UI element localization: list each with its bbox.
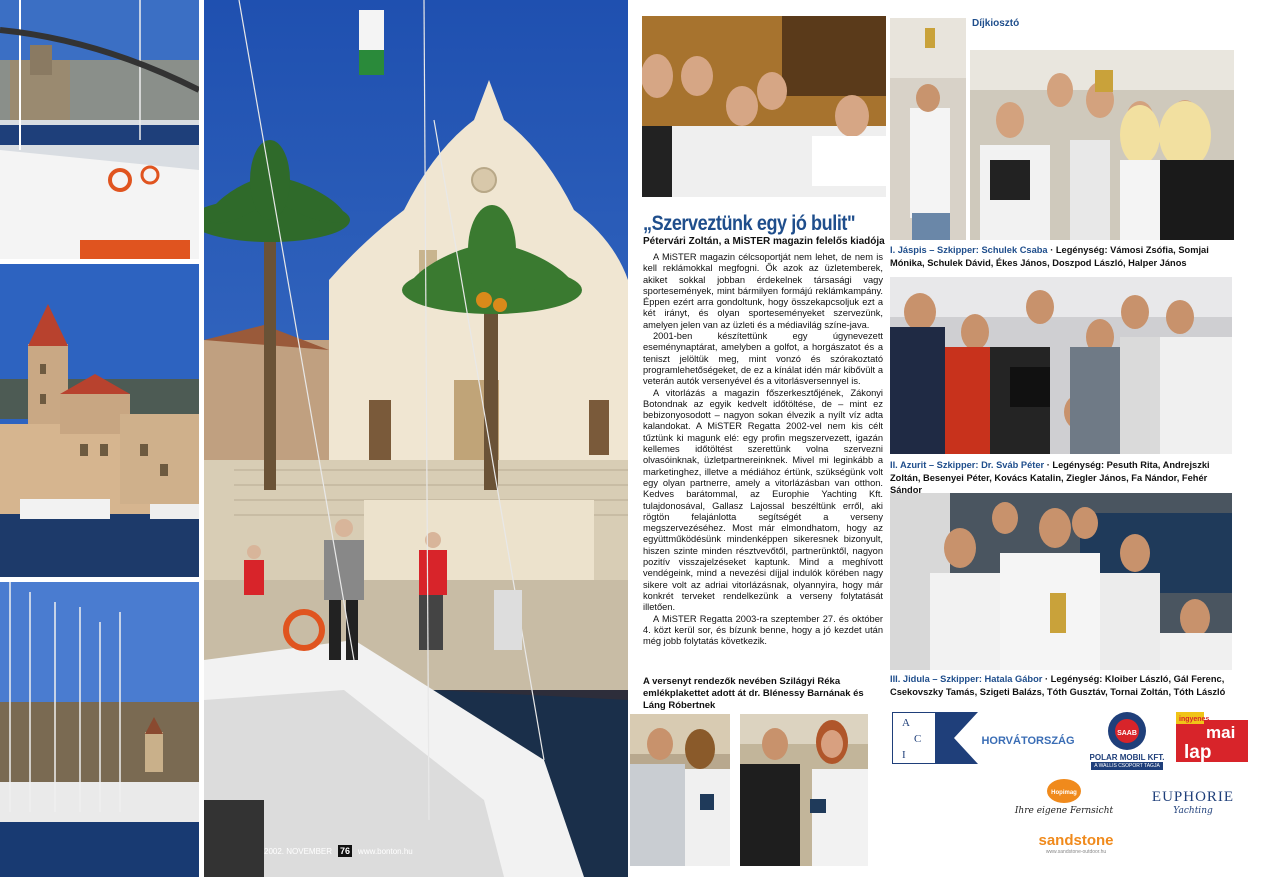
horvatorszag-logo: HORVÁTORSZÁG: [981, 735, 1075, 747]
article-headline: „Szerveztünk egy jó bulit": [643, 212, 856, 235]
svg-text:ingyenes: ingyenes: [1179, 716, 1210, 723]
article-subhead: Pétervári Zoltán, a MiSTER magazin felelős kiadója: [643, 236, 885, 247]
aci-logo: [892, 712, 978, 764]
crew-caption-lead: III. Jidula – Szkipper: Hatala Gábor: [890, 674, 1043, 684]
sandstone-url: www.sandstone-outdoor.hu: [1045, 848, 1107, 855]
article-body: [643, 252, 883, 647]
photo-plaque-handover-2: [740, 714, 868, 866]
article-paragraph: A MiSTER magazin célcsoportját nem lehet, de nem is kell reklámokkal megfogni. Ők azok az üzletemberek, akiket sokkal jobban érdekelnek társasági vagy sportesemények, mint bármilyen formájú reklámkampány. Éppen ezért arra gondoltunk, hogy összekapcsoljuk ezt a két irányt, és olyan sporteseményeket szervezünk, amelyen jelen van az üzleti és a médiavilág színe-java.: [643, 252, 883, 330]
article-paragraph: A vitorlázás a magazin főszerkesztőjének, Zákonyi Botondnak az egyik kedvelt időtöltése, de – mint ez bebizonyosodott – nagyon sokan élvezik a nyílt víz adta kalandokat. A MiSTER Regatta 2002-vel nem kis célt tűztünk ki magunk elé: egy profin megszervezett, igazán kellemes időtöltést szerettünk volna szervezni olvasóinknak, üzletpartnereinknek. Mivel mi leginkább a marketinghez, illetve a médiához értünk, szükségünk volt egy olyan partnerre, amely a vitorlázásban van otthon. Kedves barátommal, az Europhie Yachting Kft. tulajdonosával, Gallasz Lajossal beszéltünk erről, aki rögtön felajánlotta segítségét a verseny megszervezéséhez. Most már elmondhatom, hogy az együttműködésünk mindenképpen sikeresnek bizonyult, hiszen szinte minden résztvevőtől, partnerünktől, nagyon pozitív visszajelzéseket kaptunk. Mind a meghívott vendégeink, mind a nevezési díjjal indulók körében nagy sikere volt az adriai vitorlázásnak, olyannyira, hogy már konkrét terveket rendelkezünk a verseny folytatását illetően.: [643, 387, 883, 613]
crew-caption-members: · Legénység: Pesuth Rita, Andrejszki Zoltán, Besenyei Péter, Kovács Katalin, Ziegler János, Fa Nándor, Fehér Sándor: [890, 460, 1210, 495]
crew-caption-members: · Legénység: Vámosi Zsófia, Somjai Mónika, Schulek Dávid, Ékes János, Doszpod László, Halper János: [890, 245, 1209, 268]
photo-church-yacht: [204, 0, 628, 877]
page-number: 76: [340, 846, 351, 856]
svg-text:Hopimag: Hopimag: [1051, 790, 1077, 796]
mai-lap-logo: [1176, 712, 1248, 762]
crew-caption-jidula: [890, 673, 1234, 698]
polar-mobil-tagline: A WALLIS CSOPORT TAGJA: [1091, 762, 1163, 770]
footer-date: 2002. NOVEMBER: [264, 846, 333, 856]
article-paragraph: 2001-ben készítettünk egy úgynevezett eseménynaptárat, amelyben a golfot, a horgászatot és a teniszt jelöltük meg, mint vonzó és szórakoztató programlehetőségeket, de ez a kínálat idén már kibővült a veterán autók versenyével és a vitorlásversennyel is.: [643, 331, 883, 387]
sandstone-logo: [1010, 826, 1142, 860]
photo-crew-jidula: [890, 493, 1232, 670]
sandstone-name: sandstone: [1038, 831, 1114, 849]
hopimag-script: Ihre eigene Fernsicht: [1014, 806, 1114, 816]
photo-caption: A versenyt rendezők nevében Szilágyi Réka emlékplakettet adott át dr. Blénessy Barnának és Láng Róbertnek: [643, 676, 864, 711]
crew-caption-jaspis: [890, 244, 1234, 269]
saab-emblem-icon: [1107, 711, 1147, 751]
photo-winners-jaspis: [970, 50, 1234, 240]
svg-text:SAAB: SAAB: [1117, 729, 1137, 737]
svg-text:lap: lap: [1184, 742, 1212, 762]
photo-harbour-fortress: [0, 0, 199, 259]
euphorie-yachting-logo: [1134, 780, 1252, 824]
photo-town-tower: [0, 264, 199, 577]
crew-caption-members: · Legénység: Kloiber László, Gál Ferenc, Csekovszky Tamás, Szigeti Balázs, Tóth Gusztáv, Tornai Zoltán, Tóth László: [890, 674, 1226, 697]
polar-mobil-name: POLAR MOBIL KFT.: [1089, 752, 1165, 762]
euphorie-subtitle: Yachting: [1173, 805, 1213, 816]
svg-text:C: C: [914, 733, 922, 745]
crew-caption-lead: II. Azurit – Szkipper: Dr. Sváb Péter: [890, 460, 1045, 470]
saab-polar-mobil-logo: [1082, 706, 1172, 774]
hopimag-logo: [1014, 772, 1114, 822]
photo-trophy-raise: [890, 18, 966, 240]
svg-text:A: A: [902, 717, 910, 729]
photo-plaque-handover-1: [630, 714, 730, 866]
svg-text:I: I: [902, 749, 906, 761]
svg-text:mai: mai: [1206, 723, 1236, 742]
photo-group-celebration: [642, 16, 886, 197]
section-label: Díjkiosztó: [972, 18, 1020, 29]
page-footer: [264, 845, 413, 857]
crew-caption-azurit: [890, 459, 1234, 497]
crew-caption-lead: I. Jáspis – Szkipper: Schulek Csaba: [890, 245, 1048, 255]
euphorie-name: EUPHORIE: [1151, 788, 1235, 805]
article-paragraph: A MiSTER Regatta 2003-ra szeptember 27. és október 4. közt kerül sor, és bízunk benne, hogy a jó kezdet után még jobb folytatás következik.: [643, 613, 883, 647]
photo-marina-masts: [0, 582, 199, 877]
footer-website: www.bonton.hu: [358, 846, 413, 856]
photo-crew-azurit: [890, 277, 1232, 454]
